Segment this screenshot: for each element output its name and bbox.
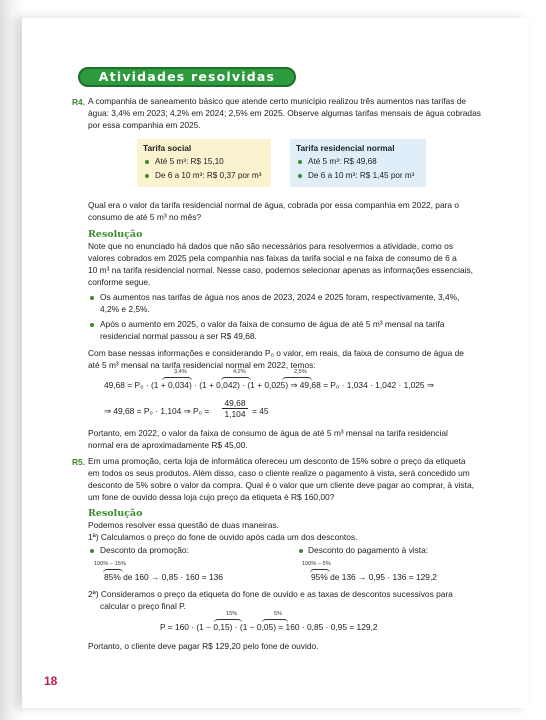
- r4-para-line: conforme segue.: [88, 277, 151, 287]
- r5-step1: 1ª) Calculamos o preço do fone de ouvido após cada um dos descontos.: [88, 532, 358, 542]
- r5-step-intro: Podemos resolver essa questão de duas maneiras.: [88, 520, 279, 530]
- r4-context-line2: até 5 m³ mensal na tarifa residencial normal em 2022, temos:: [88, 360, 316, 370]
- tariff-normal-row: De 6 a 10 m³: R$ 1,45 por m³: [298, 169, 426, 183]
- equation-tag: 3,4%: [174, 369, 187, 375]
- r4-question-line2: consumo de até 5 m³ no mês?: [88, 212, 202, 222]
- bullet-icon: [145, 160, 149, 164]
- r5-intro-line: Em uma promoção, certa loja de informática ofereceu um desconto de 15% sobre o preço da etiqueta: [88, 456, 466, 466]
- discount2-equation: 95% de 136 → 0,95 · 136 = 129,2: [311, 572, 437, 582]
- equation-line2: ⇒ 49,68 = P₀ · 1,104 ⇒ P₀ =: [104, 406, 210, 416]
- r5-step2-line2: calcular o preço final P.: [100, 601, 186, 611]
- r4-intro-line2: água: 3,4% em 2023; 4,2% em 2024; 2,5% em 2025. Observe algumas tarifas mensais de água cobradas: [88, 108, 481, 118]
- r4-para-line: 10 m³ na tarifa residencial normal. Nesse caso, podemos selecionar apenas as informações essenciais,: [88, 265, 473, 275]
- discount2-label: Desconto do pagamento à vista:: [308, 545, 429, 555]
- tariff-normal-row: Até 5 m³: R$ 49,68: [298, 155, 426, 169]
- r5-intro-line: desconto de 5% sobre o valor da compra. Qual é o valor que um cliente deve pagar ao comprar, à vista,: [88, 480, 474, 490]
- equation-line1: 49,68 = P₀ · (1 + 0,034) · (1 + 0,042) · (1 + 0,025) ⇒ 49,68 = P₀ · 1,034 · 1,042 · 1,025 ⇒: [104, 380, 434, 390]
- page-number: 18: [44, 674, 58, 688]
- tariff-normal-title: Tarifa residencial normal: [296, 143, 395, 153]
- r4-para-line: Note que no enunciado há dados que não são necessários para resolvermos a atividade, como os: [88, 241, 454, 251]
- r4-bullet2-line1: Após o aumento em 2025, o valor da faixa de consumo de água de até 5 m³ mensal na tarifa: [100, 319, 445, 329]
- r5-intro-line: um fone de ouvido dessa loja cujo preço da etiqueta é R$ 160,00?: [88, 492, 335, 502]
- bullet-icon: [298, 160, 302, 164]
- bullet-icon: [90, 323, 94, 327]
- tariff-normal-box: [290, 139, 426, 187]
- fraction-denominator: 1,104: [222, 408, 248, 419]
- r4-question-line1: Qual era o valor da tarifa residencial normal de água, cobrada por essa companhia em 2022, para o: [88, 200, 460, 210]
- r4-context-line1: Com base nessas informações e considerando P₀ o valor, em reais, da faixa de consumo de água de: [88, 348, 464, 358]
- r4-conclusion-line2: normal era de aproximadamente R$ 45,00.: [88, 440, 248, 450]
- r4-label: R4.: [72, 97, 86, 107]
- equation-tag: 4,2%: [233, 369, 246, 375]
- r4-conclusion-line1: Portanto, em 2022, o valor da faixa de consumo de água de até 5 m³ mensal na tarifa residencial: [88, 428, 448, 438]
- bullet-icon: [298, 174, 302, 178]
- equation-tag: 5%: [274, 611, 283, 617]
- r4-intro-line1: A companhia de saneamento básico que atende certo município realizou três aumentos nas tarifas de: [88, 96, 467, 106]
- bullet-icon: [145, 174, 149, 178]
- equation-fraction: [222, 398, 248, 419]
- equation-tag: 15%: [226, 611, 238, 617]
- tariff-social-row: De 6 a 10 m³: R$ 0,37 por m³: [145, 169, 271, 183]
- discount1-tag: 100% − 15%: [94, 561, 126, 567]
- tariff-social-box: [137, 139, 271, 187]
- r5-step2-line1: 2ª) Consideramos o preço da etiqueta do fone de ouvido e as taxas de descontos sucessivos para: [88, 589, 453, 599]
- tariff-social-title: Tarifa social: [143, 143, 192, 153]
- tariff-social-row: Até 5 m³: R$ 15,10: [145, 155, 271, 169]
- r4-bullet2-line2: residencial normal passou a ser R$ 49,68.: [100, 331, 257, 341]
- r4-para-line: valores cobrados em 2025 pela companhia nas faixas da tarifa social e na faixa de consumo de 6 a: [88, 253, 457, 263]
- discount2-tag: 100% − 5%: [302, 561, 331, 567]
- bullet-icon: [90, 549, 94, 553]
- fraction-numerator: 49,68: [224, 398, 246, 408]
- equation-tag: 2,5%: [294, 369, 307, 375]
- discount1-equation: 85% de 160 → 0,85 · 160 = 136: [104, 572, 223, 582]
- r4-resolution-title: Resolução: [88, 229, 143, 240]
- bullet-icon: [90, 296, 94, 300]
- bullet-icon: [299, 549, 303, 553]
- equation-line3: P = 160 · (1 − 0,15) · (1 − 0,05) = 160 · 0,85 · 0,95 = 129,2: [160, 622, 378, 632]
- r5-label: R5.: [72, 457, 86, 467]
- r5-intro-line: em todos os seus produtos. Além disso, caso o cliente realize o pagamento à vista, será concedido um: [88, 468, 470, 478]
- r5-conclusion: Portanto, o cliente deve pagar R$ 129,20 pelo fone de ouvido.: [88, 641, 319, 651]
- r5-resolution-title: Resolução: [88, 508, 143, 519]
- discount1-label: Desconto da promoção:: [100, 545, 189, 555]
- r4-bullet1-line1: Os aumentos nas tarifas de água nos anos de 2023, 2024 e 2025 foram, respectivamente, 3,4%,: [100, 292, 460, 302]
- r4-bullet1-line2: 4,2% e 2,5%.: [100, 304, 150, 314]
- equation-result: = 45: [252, 406, 269, 416]
- r4-intro-line3: por essa companhia em 2025.: [88, 120, 201, 130]
- section-banner: Atividades resolvidas: [78, 67, 296, 87]
